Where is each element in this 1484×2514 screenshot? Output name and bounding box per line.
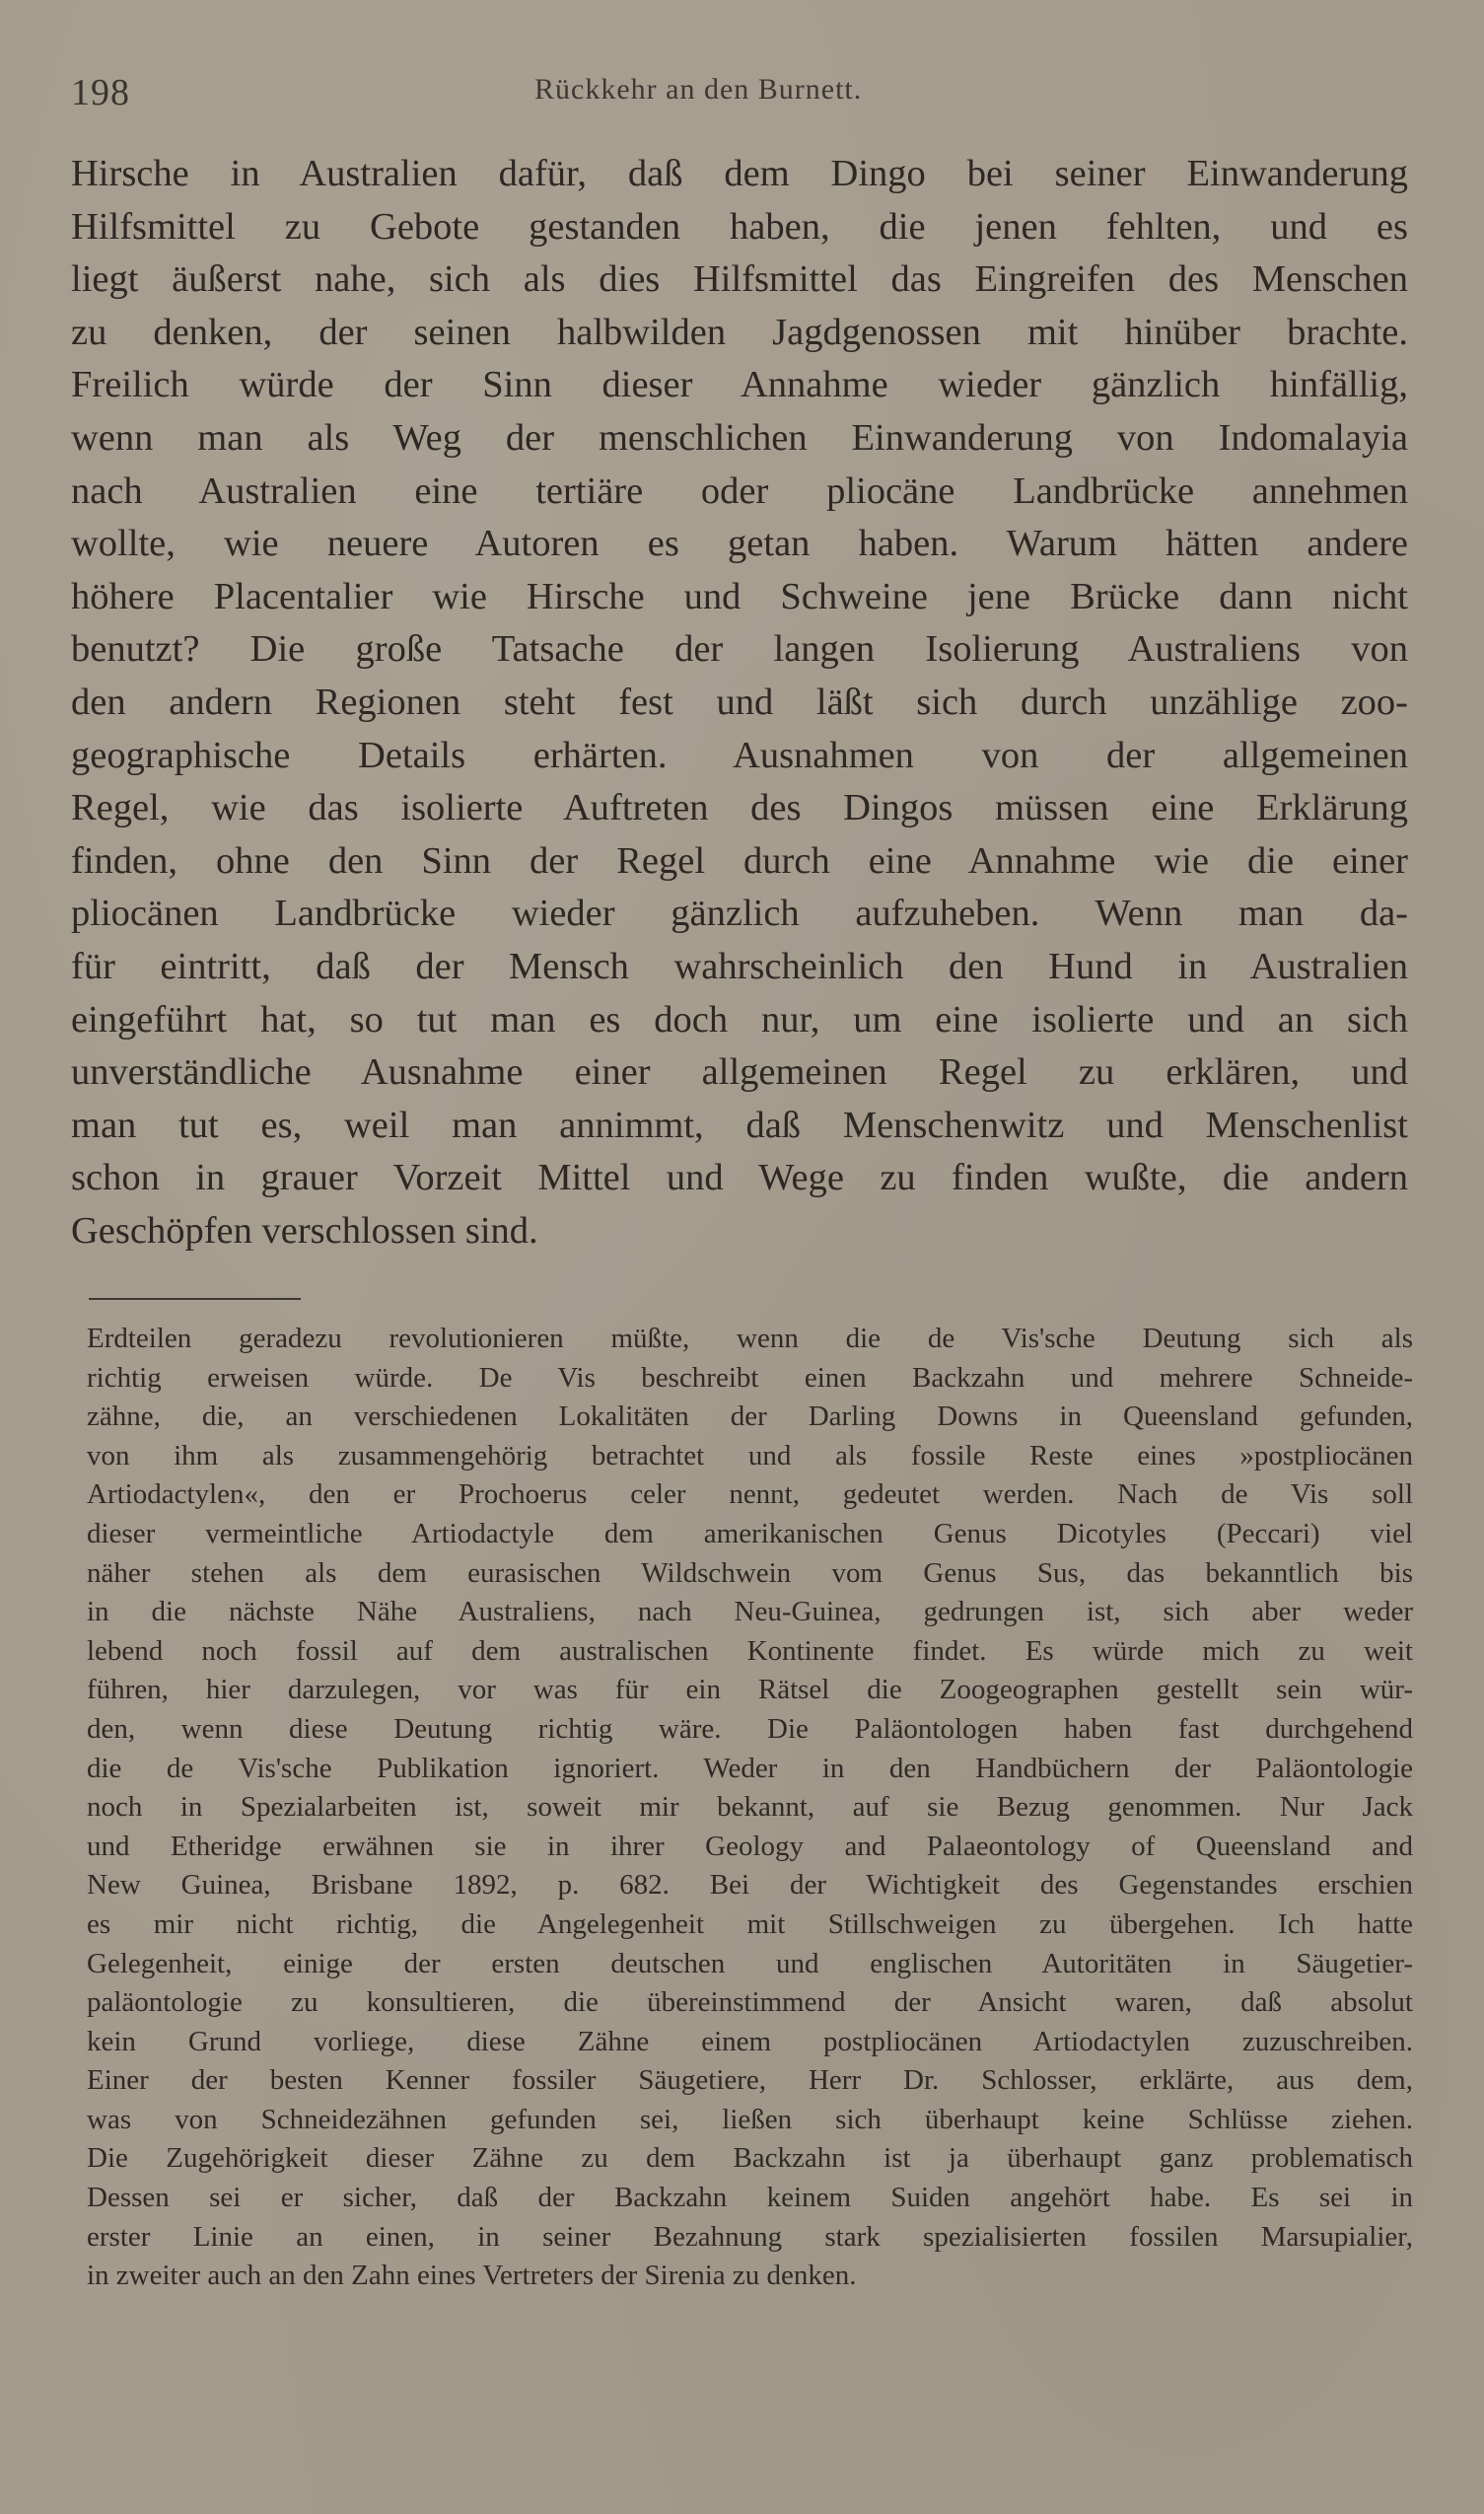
footnote-line: den, wenn diese Deutung richtig wäre. Die Paläontologen haben fast durchgehend bbox=[87, 1712, 1413, 1745]
footnote-line: noch in Spezialarbeiten ist, soweit mir bekannt, auf sie Bezug genommen. Nur Jack bbox=[87, 1791, 1413, 1824]
footnote-line: Die Zugehörigkeit dieser Zähne zu dem Backzahn ist ja überhaupt ganz problematisch bbox=[87, 2142, 1413, 2175]
footnote-line: Erdteilen geradezu revolutionieren müßte, wenn die de Vis'sche Deutung sich als bbox=[87, 1323, 1413, 1354]
footnote-line: paläontologie zu konsultieren, die übereinstimmend der Ansicht waren, daß absolut bbox=[87, 1986, 1413, 2019]
main-text bbox=[71, 148, 1408, 1257]
text-line: Hirsche in Australien dafür, daß dem Dingo bei seiner Einwanderung bbox=[71, 153, 1408, 194]
running-title: Rückkehr an den Burnett. bbox=[534, 73, 863, 106]
footnote-line: näher stehen als dem eurasischen Wildschwein vom Genus Sus, das bekanntlich bis bbox=[87, 1556, 1413, 1589]
footnote-line: die de Vis'sche Publikation ignoriert. Weder in den Handbüchern der Paläontologie bbox=[87, 1752, 1413, 1784]
footnote-line: Dessen sei er sicher, daß der Backzahn keinem Suiden angehört habe. Es sei in bbox=[87, 2182, 1413, 2214]
footnote-line: es mir nicht richtig, die Angelegenheit mit Stillschweigen zu übergehen. Ich hatte bbox=[87, 1907, 1413, 1940]
text-line: Regel, wie das isolierte Auftreten des Dingos müssen eine Erklärung bbox=[71, 787, 1408, 829]
footnote-line: dieser vermeintliche Artiodactyle dem amerikanischen Genus Dicotyles (Peccari) viel bbox=[87, 1517, 1413, 1549]
text-line: liegt äußerst nahe, sich als dies Hilfsmittel das Eingreifen des Menschen bbox=[71, 258, 1408, 301]
text-line: für eintritt, daß der Mensch wahrscheinlich den Hund in Australien bbox=[71, 945, 1408, 987]
footnote-line: in zweiter auch an den Zahn eines Vertreters der Sirenia zu denken. bbox=[87, 2260, 857, 2292]
footnote-line: kein Grund vorliege, diese Zähne einem postpliocänen Artiodactylen zuzuschreiben. bbox=[87, 2025, 1413, 2057]
text-line: wollte, wie neuere Autoren es getan haben. Warum hätten andere bbox=[71, 523, 1408, 565]
footnote-line: was von Schneidezähnen gefunden sei, ließen sich überhaupt keine Schlüsse ziehen. bbox=[87, 2103, 1413, 2135]
footnote-line: Einer der besten Kenner fossiler Säugetiere, Herr Dr. Schlosser, erklärte, aus dem, bbox=[87, 2064, 1413, 2097]
footnote-line: und Etheridge erwähnen sie in ihrer Geology and Palaeontology of Queensland and bbox=[87, 1830, 1413, 1862]
footnote-divider bbox=[89, 1298, 301, 1300]
running-head bbox=[71, 63, 1412, 122]
text-line: Hilfsmittel zu Gebote gestanden haben, die jenen fehlten, und es bbox=[71, 205, 1408, 248]
footnote-line: führen, hier darzulegen, vor was für ein Rätsel die Zoogeographen gestellt sein wür- bbox=[87, 1674, 1413, 1706]
text-line: Freilich würde der Sinn dieser Annahme wieder gänzlich hinfällig, bbox=[71, 364, 1408, 406]
footnote-line: New Guinea, Brisbane 1892, p. 682. Bei der Wichtigkeit des Gegenstandes erschien bbox=[87, 1869, 1413, 1902]
footnote bbox=[87, 1320, 1413, 2296]
text-line: zu denken, der seinen halbwilden Jagdgenossen mit hinüber brachte. bbox=[71, 311, 1408, 353]
footnote-line: zähne, die, an verschiedenen Lokalitäten der Darling Downs in Queensland gefunden, bbox=[87, 1401, 1413, 1433]
footnote-line: richtig erweisen würde. De Vis beschreibt einen Backzahn und mehrere Schneide- bbox=[87, 1361, 1413, 1394]
text-line: schon in grauer Vorzeit Mittel und Wege zu finden wußte, die andern bbox=[71, 1157, 1408, 1199]
text-line: unverständliche Ausnahme einer allgemeinen Regel zu erklären, und bbox=[71, 1051, 1408, 1094]
text-line: den andern Regionen steht fest und läßt sich durch unzählige zoo- bbox=[71, 681, 1408, 723]
text-line: eingeführt hat, so tut man es doch nur, um eine isolierte und an sich bbox=[71, 998, 1408, 1041]
text-line: pliocänen Landbrücke wieder gänzlich aufzuheben. Wenn man da- bbox=[71, 893, 1408, 935]
text-line: höhere Placentalier wie Hirsche und Schweine jene Brücke dann nicht bbox=[71, 575, 1408, 617]
footnote-line: Artiodactylen«, den er Prochoerus celer nennt, gedeutet werden. Nach de Vis soll bbox=[87, 1478, 1413, 1511]
page-number: 198 bbox=[71, 72, 130, 113]
text-line: nach Australien eine tertiäre oder pliocäne Landbrücke annehmen bbox=[71, 469, 1408, 512]
footnote-line: von ihm als zusammengehörig betrachtet und als fossile Reste eines »postpliocänen bbox=[87, 1439, 1413, 1472]
text-line: geographische Details erhärten. Ausnahmen von der allgemeinen bbox=[71, 734, 1408, 776]
text-line: benutzt? Die große Tatsache der langen Isolierung Australiens von bbox=[71, 628, 1408, 671]
text-line: finden, ohne den Sinn der Regel durch eine Annahme wie die einer bbox=[71, 839, 1408, 882]
footnote-line: Gelegenheit, einige der ersten deutschen und englischen Autoritäten in Säugetier- bbox=[87, 1947, 1413, 1979]
text-line: man tut es, weil man annimmt, daß Menschenwitz und Menschenlist bbox=[71, 1104, 1408, 1146]
footnote-line: in die nächste Nähe Australiens, nach Neu-Guinea, gedrungen ist, sich aber weder bbox=[87, 1596, 1413, 1628]
text-line: Geschöpfen verschlossen sind. bbox=[71, 1209, 538, 1252]
footnote-line: erster Linie an einen, in seiner Bezahnung stark spezialisierten fossilen Marsupialier, bbox=[87, 2220, 1413, 2253]
text-line: wenn man als Weg der menschlichen Einwanderung von Indomalayia bbox=[71, 416, 1408, 459]
footnote-line: lebend noch fossil auf dem australischen Kontinente findet. Es würde mich zu weit bbox=[87, 1634, 1413, 1667]
